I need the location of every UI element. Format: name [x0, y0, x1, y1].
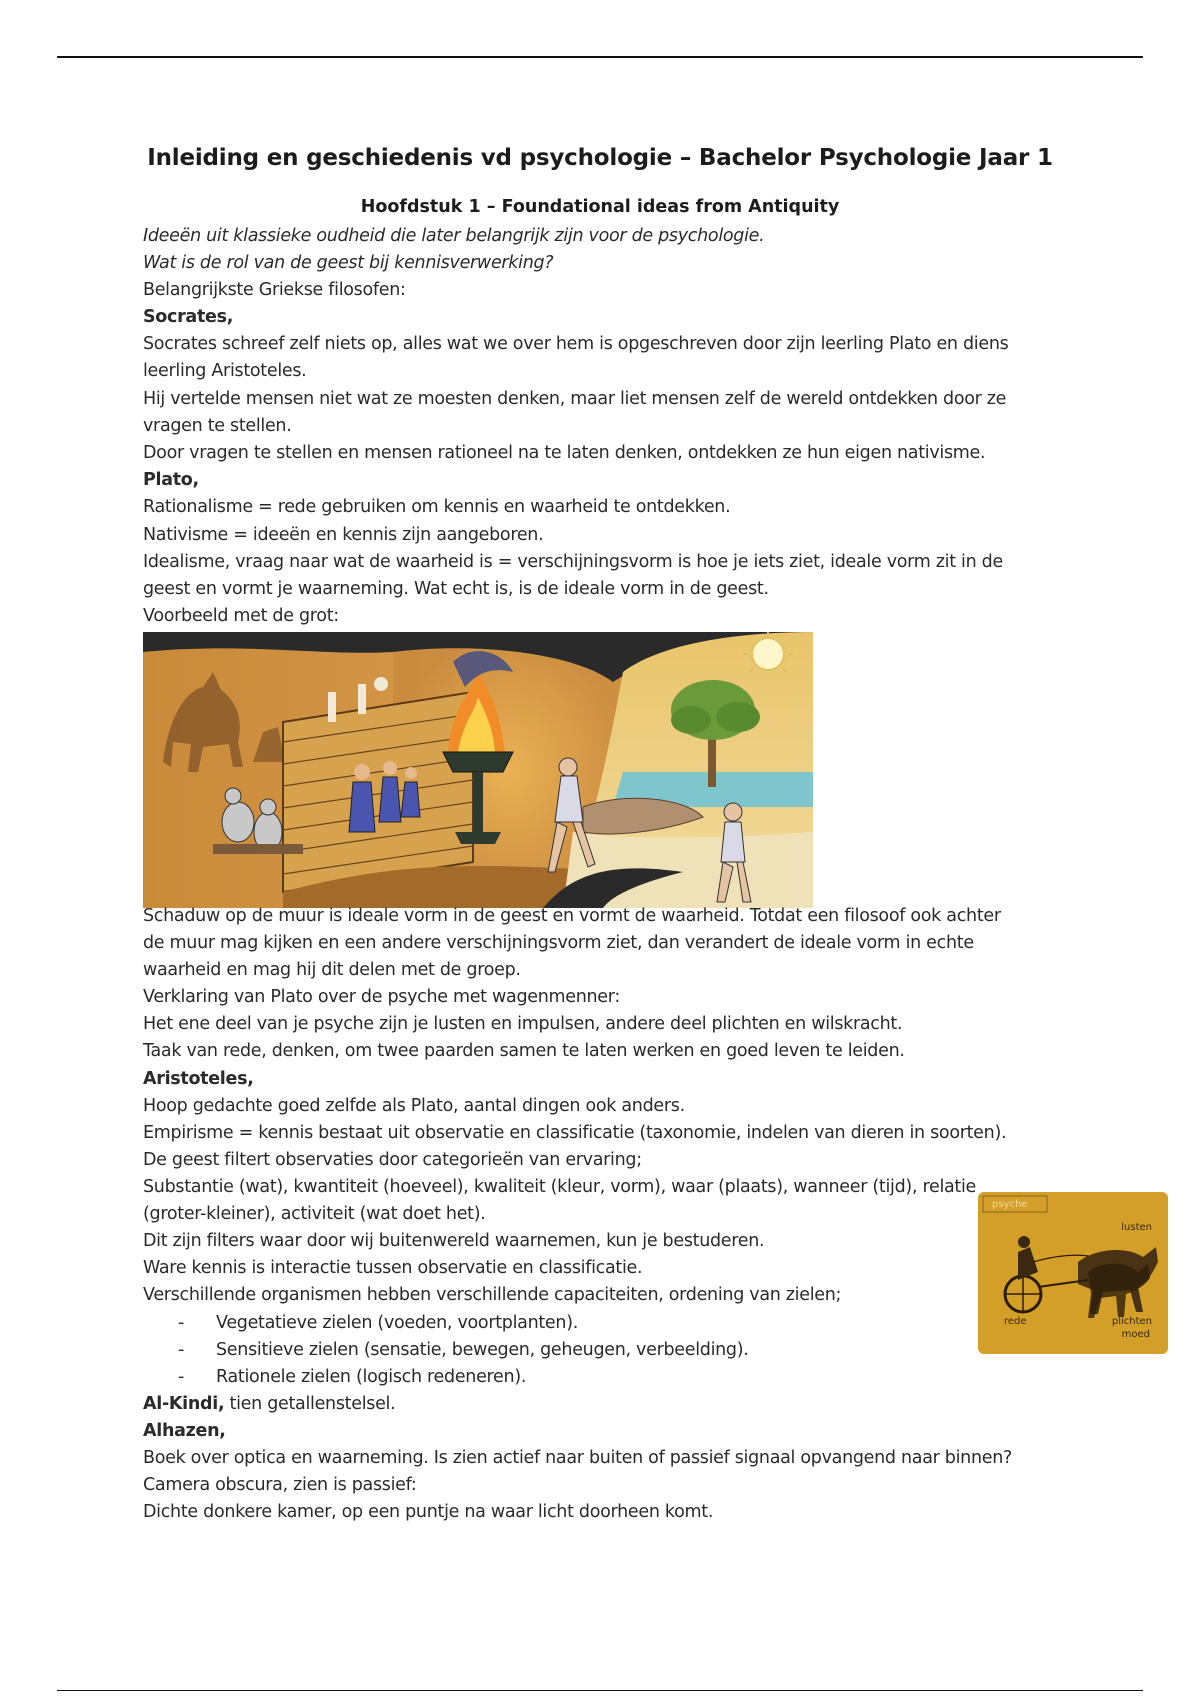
section-heading-alhazen: Alhazen,	[143, 1421, 226, 1441]
chariot-allegory-image	[978, 1192, 1168, 1354]
text-line: vragen te stellen.	[143, 416, 292, 436]
intro-line: Wat is de rol van de geest bij kennisverwerking?	[143, 253, 554, 273]
text-line: Rationalisme = rede gebruiken om kennis en waarheid te ontdekken.	[143, 497, 731, 517]
text-line: Verklaring van Plato over de psyche met wagenmenner:	[143, 987, 620, 1007]
intro-line: Ideeën uit klassieke oudheid die later belangrijk zijn voor de psychologie.	[143, 226, 765, 246]
text-line: Idealisme, vraag naar wat de waarheid is = verschijningsvorm is hoe je iets ziet, ideale vorm zit in de	[143, 552, 1003, 572]
chapter-heading: Hoofdstuk 1 – Foundational ideas from Antiquity	[360, 197, 840, 217]
text-line: Hoop gedachte goed zelfde als Plato, aantal dingen ook anders.	[143, 1096, 685, 1116]
text-line: Dichte donkere kamer, op een puntje na waar licht doorheen komt.	[143, 1502, 714, 1522]
list-item: - Sensitieve zielen (sensatie, bewegen, geheugen, verbeelding).	[178, 1340, 749, 1360]
chariot-label-rede: rede	[1004, 1316, 1027, 1327]
section-heading-socrates: Socrates,	[143, 307, 234, 327]
bottom-rule	[57, 1690, 1143, 1691]
text-line: (groter-kleiner), activiteit (wat doet het).	[143, 1204, 486, 1224]
text-line: Nativisme = ideeën en kennis zijn aangeboren.	[143, 525, 544, 545]
text-line: Al-Kindi, tien getallenstelsel.	[143, 1394, 396, 1414]
text-line: Hij vertelde mensen niet wat ze moesten denken, maar liet mensen zelf de wereld ontdekken door ze	[143, 389, 1007, 409]
text-line: leerling Aristoteles.	[143, 361, 307, 381]
text-line: Ware kennis is interactie tussen observatie en classificatie.	[143, 1258, 643, 1278]
text-line: waarheid en mag hij dit delen met de groep.	[143, 960, 521, 980]
text-line: Verschillende organismen hebben verschillende capaciteiten, ordening van zielen;	[143, 1285, 842, 1305]
chariot-label-psyche: psyche	[992, 1199, 1028, 1210]
document-title: Inleiding en geschiedenis vd psychologie – Bachelor Psychologie Jaar 1	[147, 145, 1053, 171]
section-heading-alkindi: Al-Kindi,	[143, 1394, 225, 1414]
text-line: geest en vormt je waarneming. Wat echt is, is de ideale vorm in de geest.	[143, 579, 769, 599]
text-line: Voorbeeld met de grot:	[143, 606, 339, 626]
text-line: Boek over optica en waarneming. Is zien actief naar buiten of passief signaal opvangend naar binnen?	[143, 1448, 1013, 1468]
text-line: Taak van rede, denken, om twee paarden samen te laten werken en goed leven te leiden.	[143, 1041, 905, 1061]
text-line: Substantie (wat), kwantiteit (hoeveel), kwaliteit (kleur, vorm), waar (plaats), wanneer (tijd), relatie	[143, 1177, 977, 1197]
list-item: - Rationele zielen (logisch redeneren).	[178, 1367, 527, 1387]
chariot-label-plichten: plichten	[1111, 1316, 1152, 1327]
text-line: De geest filtert observaties door categorieën van ervaring;	[143, 1150, 642, 1170]
top-rule	[57, 56, 1143, 58]
text-line: Het ene deel van je psyche zijn je lusten en impulsen, andere deel plichten en wilskracht.	[143, 1014, 903, 1034]
text-line: Camera obscura, zien is passief:	[143, 1475, 417, 1495]
section-heading-aristoteles: Aristoteles,	[143, 1069, 254, 1089]
chariot-label-moed: moed	[1121, 1329, 1150, 1340]
text-line: Dit zijn filters waar door wij buitenwereld waarnemen, kun je bestuderen.	[143, 1231, 765, 1251]
cave-allegory-image	[143, 632, 813, 908]
chariot-label-lusten: lusten	[1121, 1222, 1152, 1233]
section-heading-plato: Plato,	[143, 470, 199, 490]
text-line: Schaduw op de muur is ideale vorm in de geest en vormt de waarheid. Totdat een filosoof ook achter	[143, 906, 1001, 926]
text-line: Empirisme = kennis bestaat uit observatie en classificatie (taxonomie, indelen van dieren in soorten).	[143, 1123, 1007, 1143]
text-line: Socrates schreef zelf niets op, alles wat we over hem is opgeschreven door zijn leerling Plato en diens	[143, 334, 1009, 354]
list-item: - Vegetatieve zielen (voeden, voortplanten).	[178, 1313, 578, 1333]
text-line: de muur mag kijken en een andere verschijningsvorm ziet, dan verandert de ideale vorm in echte	[143, 933, 974, 953]
text-line: Door vragen te stellen en mensen rationeel na te laten denken, ontdekken ze hun eigen nativisme.	[143, 443, 986, 463]
text-line: Belangrijkste Griekse filosofen:	[143, 280, 406, 300]
